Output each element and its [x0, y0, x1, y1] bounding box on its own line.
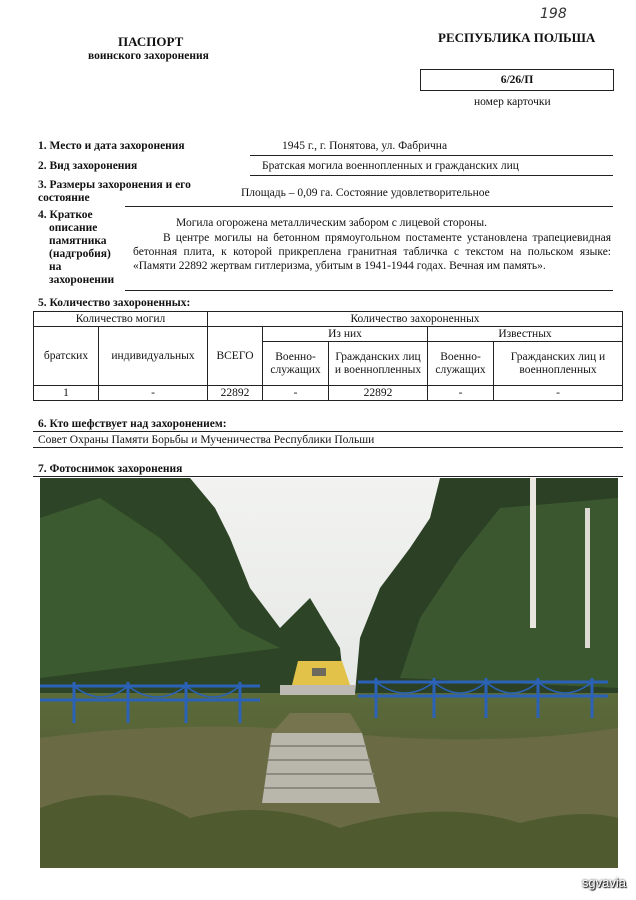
- divider: [33, 476, 623, 477]
- divider: [250, 155, 613, 156]
- col-mass-graves: братских: [34, 327, 99, 386]
- col-military-2: Военно-служащих: [428, 342, 494, 386]
- divider: [250, 175, 613, 176]
- burial-photo: [40, 478, 618, 868]
- section-6-label: 6. Кто шефствует над захоронением:: [38, 418, 227, 430]
- section-4-label-line: (надгробия): [49, 248, 111, 260]
- burial-count-table: [33, 311, 623, 401]
- card-number-label: номер карточки: [474, 96, 551, 108]
- section-4-text-2: В центре могилы на бетонном прямоугольном постаменте установлена трапециевидная бетонная плита, к которой прикреплена гранитная табличка с текстом на польском языке: «Памяти 22892 жертвам гитлеризма, убитым в 1941-1944 годах. Вечная им память».: [133, 232, 611, 272]
- section-2-label: 2. Вид захоронения: [38, 160, 138, 172]
- table-cell: 22892: [208, 386, 263, 401]
- section-2-value: Братская могила военнопленных и гражданских лиц: [262, 160, 519, 172]
- header-buried: Количество захороненных: [208, 312, 623, 327]
- watermark: sgvavia: [581, 875, 626, 890]
- table-cell: 22892: [329, 386, 428, 401]
- section-4-label-line: на: [49, 261, 62, 273]
- handwritten-number: 198: [540, 6, 567, 22]
- section-4-label-line: памятника: [49, 235, 107, 247]
- section-4-label-line: захоронении: [49, 274, 115, 286]
- passport-subtitle: воинского захоронения: [88, 50, 209, 62]
- section-3-value: Площадь – 0,09 га. Состояние удовлетворительное: [241, 187, 490, 199]
- section-3-label-line2: состояние: [38, 192, 90, 204]
- section-3-label-line1: 3. Размеры захоронения и его: [38, 179, 191, 191]
- section-4-label-line: описание: [49, 222, 98, 234]
- col-total: ВСЕГО: [208, 327, 263, 386]
- section-4-text-1: Могила огорожена металлическим забором с лицевой стороны.: [176, 217, 487, 229]
- section-1-label: 1. Место и дата захоронения: [38, 140, 185, 152]
- header-graves: Количество могил: [34, 312, 208, 327]
- table-cell: 1: [34, 386, 99, 401]
- section-4-label: [38, 209, 114, 287]
- divider: [125, 290, 613, 291]
- col-military-1: Военно-служащих: [263, 342, 329, 386]
- card-number: 6/26/П: [500, 74, 534, 86]
- table-cell: -: [494, 386, 623, 401]
- col-civilians-2: Гражданских лиц и военнопленных: [494, 342, 623, 386]
- section-7-label: 7. Фотоснимок захоронения: [38, 463, 183, 475]
- country-title: РЕСПУБЛИКА ПОЛЬША: [438, 30, 596, 45]
- section-1-value: 1945 г., г. Понятова, ул. Фабрична: [282, 140, 448, 152]
- section-6-value: Совет Охраны Памяти Борьбы и Мученичества Республики Польши: [38, 434, 375, 446]
- header-of-them: Из них: [263, 327, 428, 342]
- divider: [33, 431, 623, 432]
- table-cell: -: [99, 386, 208, 401]
- card-number-box: [420, 69, 614, 91]
- section-5-label: 5. Количество захороненных:: [38, 297, 191, 309]
- divider: [125, 206, 613, 207]
- section-4-label-line: 4. Краткое: [38, 209, 93, 221]
- col-civilians-1: Гражданских лиц и военнопленных: [329, 342, 428, 386]
- col-individual-graves: индивидуальных: [99, 327, 208, 386]
- header-known: Известных: [428, 327, 623, 342]
- passport-title: ПАСПОРТ: [118, 34, 184, 49]
- burial-photo-image: [40, 478, 618, 868]
- divider: [33, 447, 623, 448]
- table-cell: -: [428, 386, 494, 401]
- table-cell: -: [263, 386, 329, 401]
